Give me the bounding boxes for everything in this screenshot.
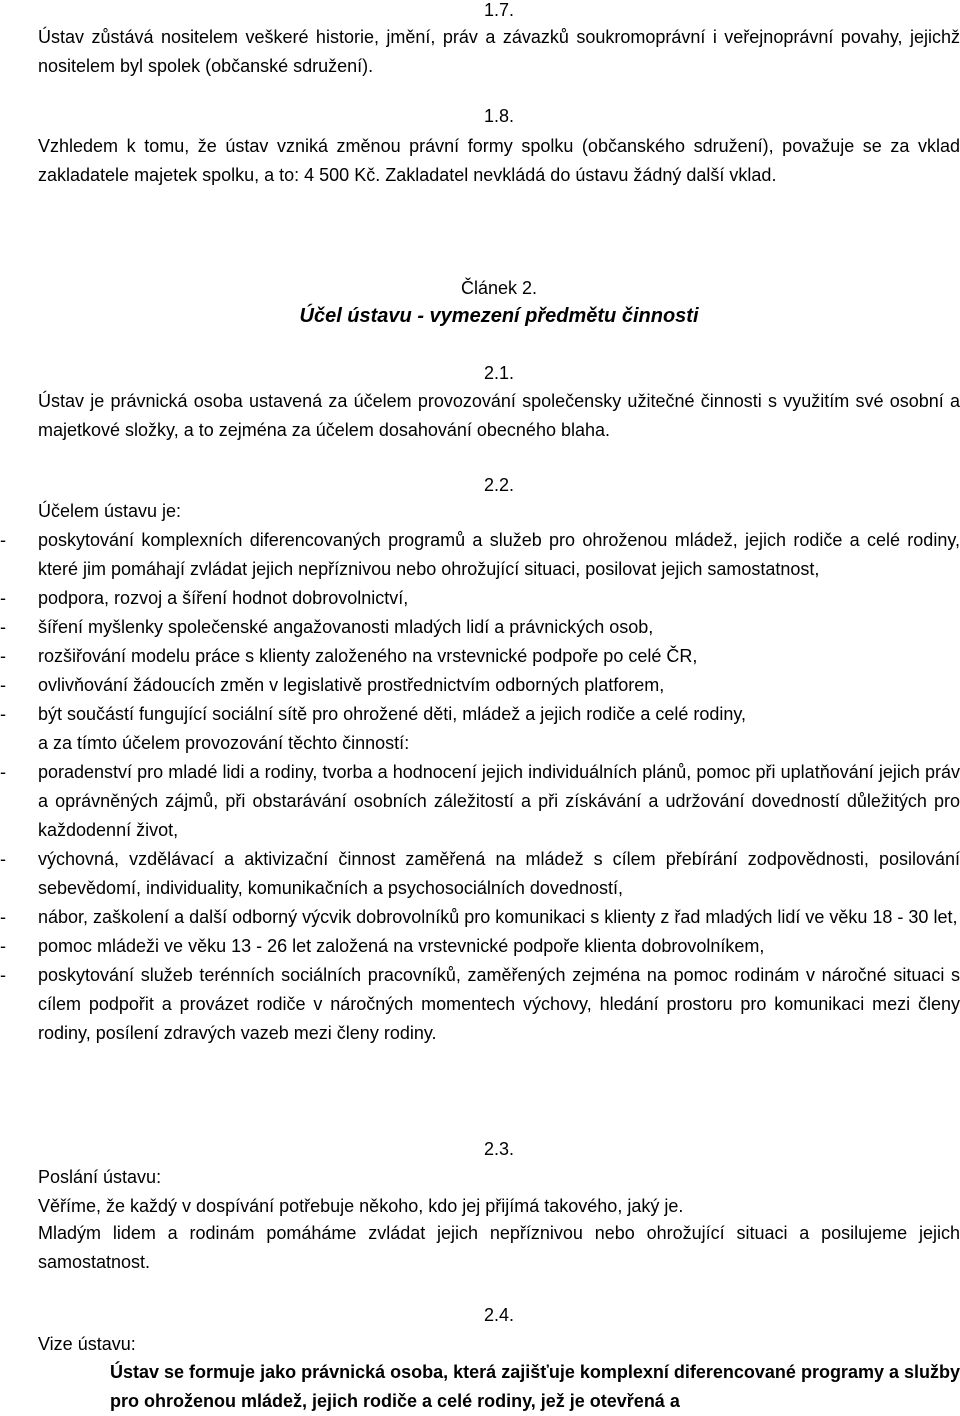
section-text: Mladým lidem a rodinám pomáháme zvládat jejich nepříznivou nebo ohrožující situaci a posilujeme jejich samostatnost. — [38, 1223, 960, 1272]
list-item-text: nábor, zaškolení a další odborný výcvik dobrovolníků pro komunikaci s klienty z řad mladých lidí ve věku 18 - 30 let, — [38, 907, 958, 927]
list-item — [0, 845, 960, 903]
purpose-list — [0, 526, 960, 1048]
section-number: 1.8. — [483, 106, 515, 126]
vision-text: Ústav se formuje jako právnická osoba, která zajišťuje komplexní diferencované programy a služby pro ohroženou mládež, jejich rodiče a celé rodiny, jež je otevřená a — [110, 1362, 960, 1411]
list-dash: - — [0, 704, 6, 724]
list-item — [0, 758, 960, 845]
list-item-text: šíření myšlenky společenské angažovanosti mladých lidí a právnických osob, — [38, 617, 654, 637]
article-label: Článek 2. — [460, 278, 538, 298]
list-dash: - — [0, 907, 6, 927]
list-item-text: rozšiřování modelu práce s klienty založeného na vrstevnické podpoře po celé ČR, — [38, 646, 698, 666]
list-dash: - — [0, 849, 6, 869]
article-title: Účel ústavu - vymezení předmětu činnosti — [299, 305, 699, 327]
list-item-text: pomoc mládeži ve věku 13 - 26 let založená na vrstevnické podpoře klienta dobrovolníkem, — [38, 936, 765, 956]
list-item-text: být součástí fungující sociální sítě pro ohrožené děti, mládež a jejich rodiče a celé rodiny, — [38, 704, 747, 724]
section-number: 2.3. — [483, 1139, 515, 1159]
section-number: 2.2. — [483, 475, 515, 495]
list-dash: - — [0, 646, 6, 666]
list-item — [0, 584, 960, 613]
section-number: 2.4. — [483, 1305, 515, 1325]
list-item-text: poradenství pro mladé lidi a rodiny, tvorba a hodnocení jejich individuálních plánů, pomoc při uplatňování jejich práv a oprávněných zájmů, při obstarávání osobních záležitostí a při získávání a udržování dovedností důležitých pro každodenní život, — [38, 762, 960, 840]
list-item-text: poskytování služeb terénních sociálních pracovníků, zaměřených zejména na pomoc rodinám v náročné situaci s cílem podpořit a provázet rodiče v náročných momentech výchovy, hledání prostoru pro komunikaci mezi členy rodiny, posílení zdravých vazeb mezi členy rodiny. — [38, 965, 960, 1043]
list-dash: - — [0, 675, 6, 695]
list-item — [0, 642, 960, 671]
list-item — [0, 903, 960, 932]
section-text: Věříme, že každý v dospívání potřebuje někoho, kdo jej přijímá takového, jaký je. — [38, 1196, 684, 1216]
list-item — [0, 613, 960, 642]
list-dash: - — [0, 936, 6, 956]
list-item-text: výchovná, vzdělávací a aktivizační činnost zaměřená na mládež s cílem přebírání zodpovědnosti, posilování sebevědomí, individuality, komunikačních a psychosociálních dovedností, — [38, 849, 960, 898]
list-dash: - — [0, 530, 6, 550]
list-middle-text: a za tímto účelem provozování těchto činností: — [38, 733, 410, 753]
section-text: Vzhledem k tomu, že ústav vzniká změnou právní formy spolku (občanského sdružení), považuje se za vklad zakladatele majetek spolku, a to: 4 500 Kč. Zakladatel nevkládá do ústavu žádný další vklad. — [38, 136, 960, 185]
list-dash: - — [0, 588, 6, 608]
section-label: Poslání ústavu: — [38, 1167, 162, 1187]
list-dash: - — [0, 965, 6, 985]
section-text: Ústav je právnická osoba ustavená za účelem provozování společensky užitečné činnosti s využitím své osobní a majetkové složky, a to zejména za účelem dosahování obecného blaha. — [38, 391, 960, 440]
list-item — [0, 700, 960, 729]
list-item-text: ovlivňování žádoucích změn v legislativě prostřednictvím odborných platforem, — [38, 675, 665, 695]
list-item — [0, 961, 960, 1048]
section-intro: Účelem ústavu je: — [38, 501, 182, 521]
list-item — [0, 526, 960, 584]
list-dash: - — [0, 617, 6, 637]
section-number: 1.7. — [483, 0, 515, 20]
section-label: Vize ústavu: — [38, 1334, 136, 1354]
list-dash: - — [0, 762, 6, 782]
section-text: Ústav zůstává nositelem veškeré historie, jmění, práv a závazků soukromoprávní i veřejnoprávní povahy, jejichž nositelem byl spolek (občanské sdružení). — [38, 27, 960, 76]
list-item-text: poskytování komplexních diferencovaných programů a služeb pro ohroženou mládež, jejich rodiče a celé rodiny, které jim pomáhají zvládat jejich nepříznivou nebo ohrožující situaci, posilovat jejich samostatnost, — [38, 530, 960, 579]
list-item — [0, 932, 960, 961]
section-number: 2.1. — [483, 363, 515, 383]
list-item — [0, 671, 960, 700]
list-item-text: podpora, rozvoj a šíření hodnot dobrovolnictví, — [38, 588, 409, 608]
